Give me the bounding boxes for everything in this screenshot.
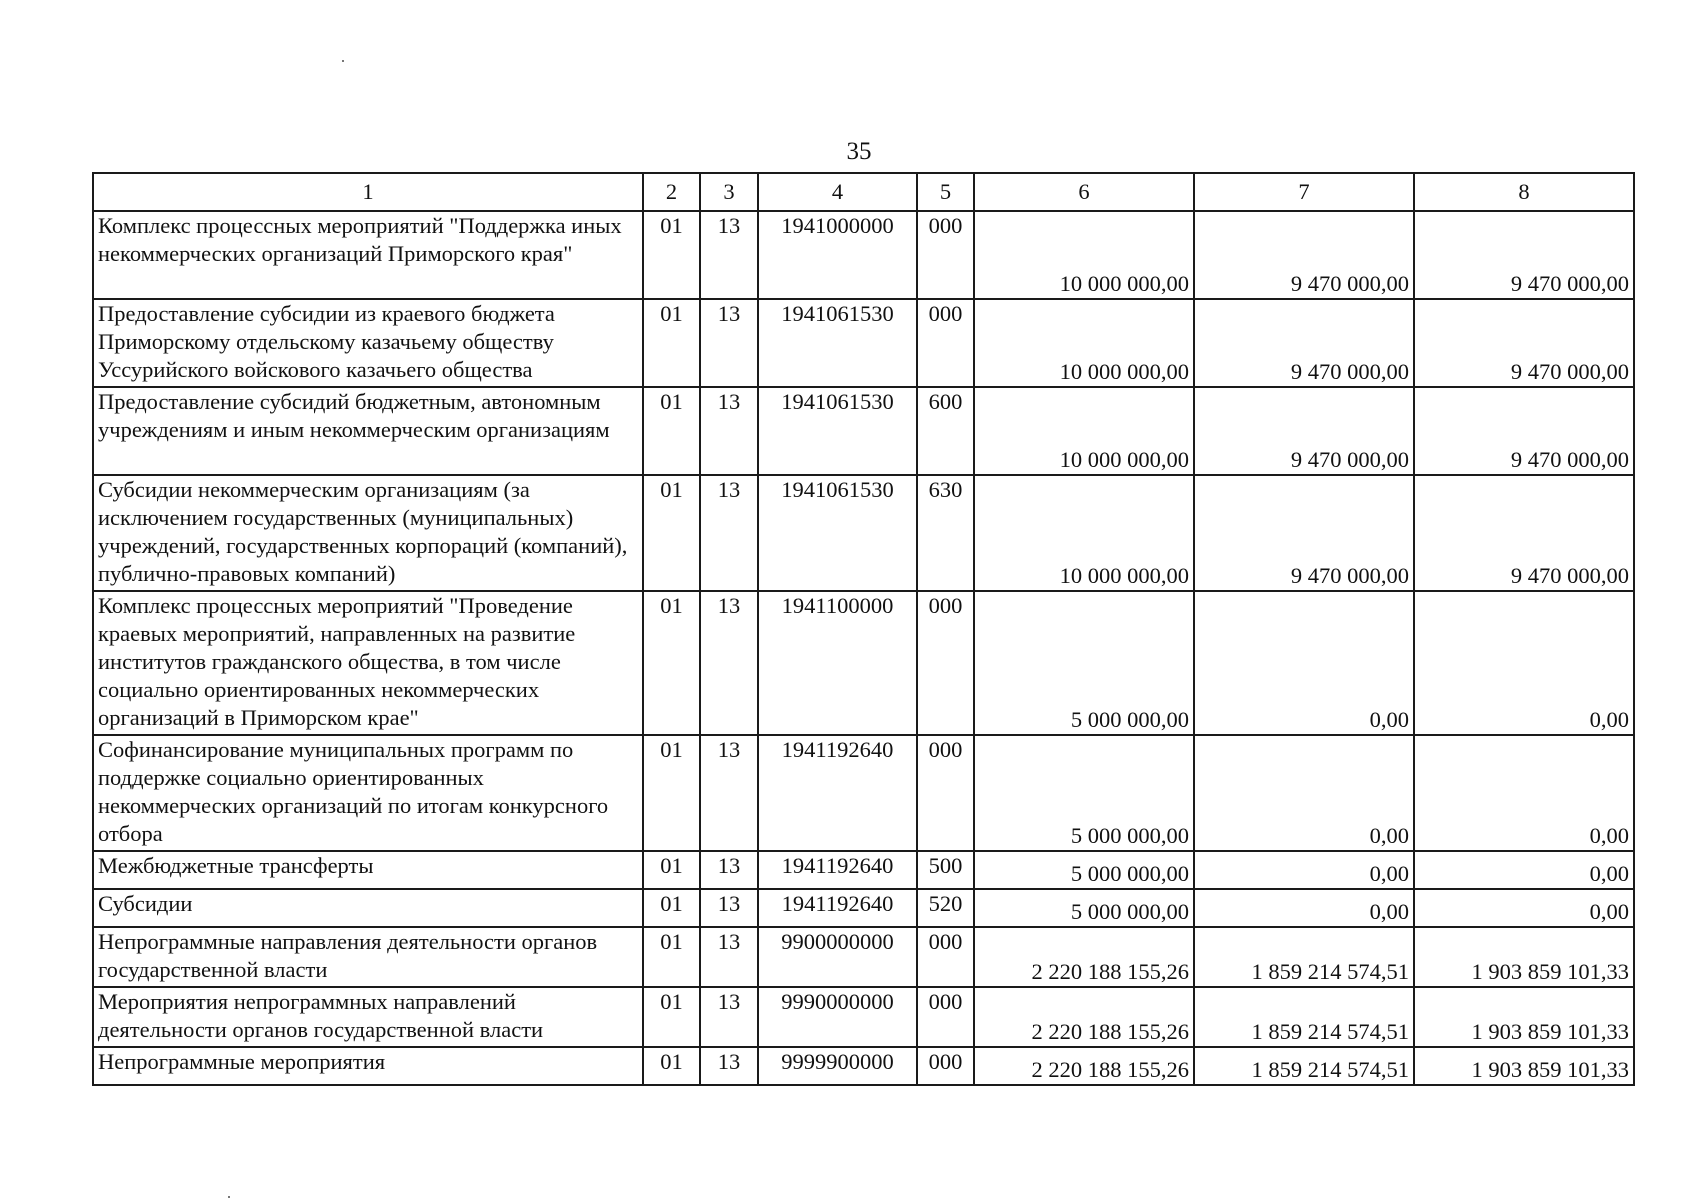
row-name: Субсидии (93, 889, 643, 927)
row-name: Непрограммные направления деятельности органов государственной власти (93, 927, 643, 987)
scan-speck-bottom (228, 1196, 230, 1198)
row-section-code: 01 (643, 927, 700, 987)
row-subsection-code: 13 (700, 299, 758, 387)
row-amount-8: 9 470 000,00 (1414, 475, 1634, 591)
row-expense-type: 600 (917, 387, 974, 475)
row-amount-7: 0,00 (1194, 851, 1414, 889)
row-subsection-code: 13 (700, 987, 758, 1047)
row-amount-6: 2 220 188 155,26 (974, 927, 1194, 987)
row-amount-6: 10 000 000,00 (974, 387, 1194, 475)
row-amount-7: 0,00 (1194, 591, 1414, 735)
row-amount-6: 10 000 000,00 (974, 475, 1194, 591)
row-amount-7: 9 470 000,00 (1194, 475, 1414, 591)
row-amount-6: 5 000 000,00 (974, 591, 1194, 735)
row-amount-8: 0,00 (1414, 591, 1634, 735)
row-amount-7: 0,00 (1194, 889, 1414, 927)
row-name: Межбюджетные трансферты (93, 851, 643, 889)
table-row (93, 475, 1634, 591)
column-header-8: 8 (1414, 173, 1634, 211)
row-target-article: 9900000000 (758, 927, 917, 987)
row-target-article: 1941100000 (758, 591, 917, 735)
budget-table (92, 172, 1635, 1086)
row-amount-7: 1 859 214 574,51 (1194, 927, 1414, 987)
row-section-code: 01 (643, 475, 700, 591)
row-expense-type: 500 (917, 851, 974, 889)
row-section-code: 01 (643, 387, 700, 475)
row-amount-8: 0,00 (1414, 851, 1634, 889)
row-amount-8: 9 470 000,00 (1414, 387, 1634, 475)
row-amount-6: 5 000 000,00 (974, 889, 1194, 927)
row-section-code: 01 (643, 211, 700, 299)
table-row (93, 1047, 1634, 1085)
row-target-article: 9999900000 (758, 1047, 917, 1085)
row-amount-6: 5 000 000,00 (974, 851, 1194, 889)
row-target-article: 1941061530 (758, 387, 917, 475)
row-target-article: 1941061530 (758, 299, 917, 387)
table-header-row (93, 173, 1634, 211)
row-name: Субсидии некоммерческим организациям (за исключением государственных (муниципальных) учреждений, государственных корпораций (компаний), публично-правовых компаний) (93, 475, 643, 591)
row-expense-type: 000 (917, 1047, 974, 1085)
row-target-article: 1941192640 (758, 735, 917, 851)
table-row (93, 851, 1634, 889)
column-header-7: 7 (1194, 173, 1414, 211)
row-name: Предоставление субсидии из краевого бюджета Приморскому отдельскому казачьему обществу Уссурийского войскового казачьего общества (93, 299, 643, 387)
column-header-3: 3 (700, 173, 758, 211)
row-amount-7: 9 470 000,00 (1194, 387, 1414, 475)
row-amount-7: 0,00 (1194, 735, 1414, 851)
row-amount-8: 9 470 000,00 (1414, 299, 1634, 387)
row-amount-8: 1 903 859 101,33 (1414, 1047, 1634, 1085)
row-subsection-code: 13 (700, 927, 758, 987)
row-section-code: 01 (643, 987, 700, 1047)
column-header-1: 1 (93, 173, 643, 211)
row-subsection-code: 13 (700, 591, 758, 735)
row-name: Софинансирование муниципальных программ по поддержке социально ориентированных некоммерческих организаций по итогам конкурсного отбора (93, 735, 643, 851)
row-expense-type: 000 (917, 299, 974, 387)
row-expense-type: 630 (917, 475, 974, 591)
row-target-article: 1941192640 (758, 889, 917, 927)
row-subsection-code: 13 (700, 1047, 758, 1085)
row-amount-6: 10 000 000,00 (974, 211, 1194, 299)
row-subsection-code: 13 (700, 851, 758, 889)
row-subsection-code: 13 (700, 889, 758, 927)
row-amount-8: 0,00 (1414, 889, 1634, 927)
row-amount-7: 1 859 214 574,51 (1194, 987, 1414, 1047)
table-row (93, 299, 1634, 387)
row-target-article: 1941061530 (758, 475, 917, 591)
column-header-4: 4 (758, 173, 917, 211)
row-subsection-code: 13 (700, 387, 758, 475)
row-name: Комплекс процессных мероприятий "Проведение краевых мероприятий, направленных на развитие институтов гражданского общества, в том числе социально ориентированных некоммерческих организаций в Приморском крае" (93, 591, 643, 735)
row-section-code: 01 (643, 889, 700, 927)
table-row (93, 927, 1634, 987)
row-expense-type: 000 (917, 735, 974, 851)
row-name: Непрограммные мероприятия (93, 1047, 643, 1085)
row-expense-type: 000 (917, 211, 974, 299)
row-amount-6: 5 000 000,00 (974, 735, 1194, 851)
row-amount-8: 1 903 859 101,33 (1414, 927, 1634, 987)
row-name: Мероприятия непрограммных направлений деятельности органов государственной власти (93, 987, 643, 1047)
row-subsection-code: 13 (700, 475, 758, 591)
table-row (93, 211, 1634, 299)
table-row (93, 987, 1634, 1047)
row-amount-8: 0,00 (1414, 735, 1634, 851)
row-amount-6: 10 000 000,00 (974, 299, 1194, 387)
column-header-5: 5 (917, 173, 974, 211)
row-name: Предоставление субсидий бюджетным, автономным учреждениям и иным некоммерческим организациям (93, 387, 643, 475)
row-section-code: 01 (643, 851, 700, 889)
row-target-article: 9990000000 (758, 987, 917, 1047)
row-expense-type: 000 (917, 927, 974, 987)
row-section-code: 01 (643, 735, 700, 851)
row-section-code: 01 (643, 299, 700, 387)
row-expense-type: 000 (917, 591, 974, 735)
row-section-code: 01 (643, 1047, 700, 1085)
table-row (93, 591, 1634, 735)
row-amount-8: 9 470 000,00 (1414, 211, 1634, 299)
row-section-code: 01 (643, 591, 700, 735)
row-name: Комплекс процессных мероприятий "Поддержка иных некоммерческих организаций Приморского края" (93, 211, 643, 299)
row-amount-8: 1 903 859 101,33 (1414, 987, 1634, 1047)
column-header-2: 2 (643, 173, 700, 211)
row-amount-6: 2 220 188 155,26 (974, 1047, 1194, 1085)
row-target-article: 1941192640 (758, 851, 917, 889)
row-subsection-code: 13 (700, 735, 758, 851)
column-header-6: 6 (974, 173, 1194, 211)
row-amount-7: 9 470 000,00 (1194, 299, 1414, 387)
row-amount-7: 1 859 214 574,51 (1194, 1047, 1414, 1085)
row-expense-type: 520 (917, 889, 974, 927)
page-number: 35 (846, 138, 872, 165)
row-amount-7: 9 470 000,00 (1194, 211, 1414, 299)
row-target-article: 1941000000 (758, 211, 917, 299)
row-expense-type: 000 (917, 987, 974, 1047)
table-row (93, 889, 1634, 927)
row-subsection-code: 13 (700, 211, 758, 299)
table-row (93, 735, 1634, 851)
table-row (93, 387, 1634, 475)
row-amount-6: 2 220 188 155,26 (974, 987, 1194, 1047)
scan-speck-top (342, 60, 344, 62)
